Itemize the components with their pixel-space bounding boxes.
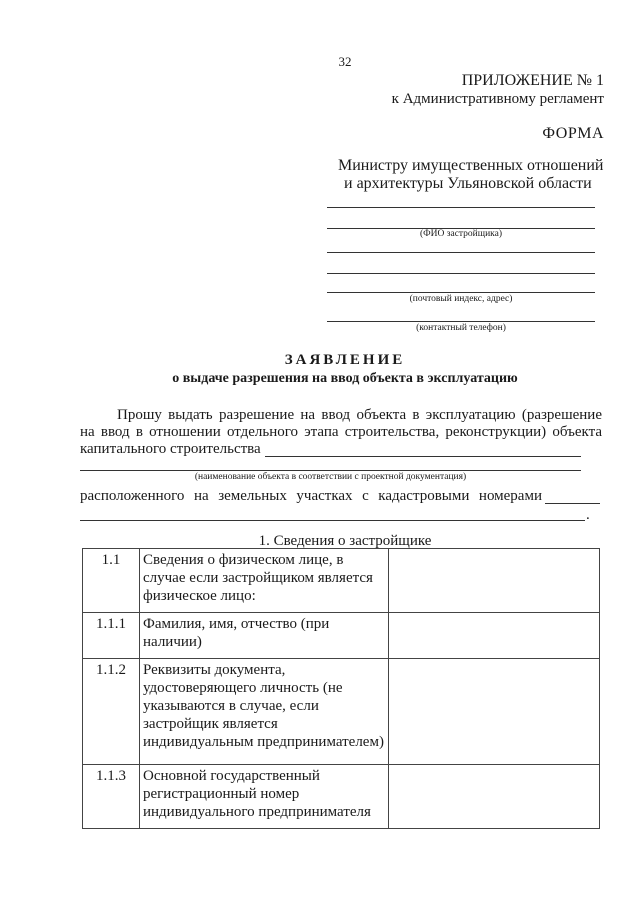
cadastral-field[interactable] <box>545 503 600 504</box>
row-value-cell[interactable] <box>389 549 600 613</box>
address-line[interactable] <box>327 273 595 274</box>
row-label: Фамилия, имя, отчество (при наличии) <box>140 613 389 659</box>
form-label: ФОРМА <box>542 125 604 142</box>
body-line-1: Прошу выдать разрешение на ввод объекта в эксплуатацию (разрешение <box>117 407 602 423</box>
regulation-label: к Административному регламент <box>391 91 604 107</box>
table-row <box>83 765 600 829</box>
table-row <box>83 549 600 613</box>
address-caption: (почтовый индекс, адрес) <box>409 294 513 304</box>
table-row <box>83 613 600 659</box>
row-number: 1.1.2 <box>83 659 140 765</box>
addressee-line-1: Министру имущественных отношений <box>338 157 604 174</box>
fio-caption: (ФИО застройщика) <box>419 229 503 239</box>
document-title: ЗАЯВЛЕНИЕ <box>284 352 406 368</box>
addressee-block <box>338 157 603 193</box>
row-value-cell[interactable] <box>389 765 600 829</box>
object-name-field[interactable] <box>80 470 581 471</box>
table-row <box>83 659 600 765</box>
address-line[interactable] <box>327 252 595 253</box>
applicant-line[interactable] <box>327 207 595 208</box>
row-value-cell[interactable] <box>389 613 600 659</box>
phone-caption: (контактный телефон) <box>416 323 506 333</box>
object-name-caption: (наименование объекта в соответствии с проектной документация) <box>194 472 467 482</box>
body-line-3: капитального строительства <box>80 441 261 457</box>
phone-line[interactable] <box>327 321 595 322</box>
row-number: 1.1 <box>83 549 140 613</box>
section-title: 1. Сведения о застройщике <box>258 533 432 549</box>
document-subtitle: о выдаче разрешения на ввод объекта в эксплуатацию <box>172 371 518 386</box>
body-line-2: на ввод в отношении отдельного этапа строительства, реконструкции) объекта <box>80 424 602 440</box>
row-number: 1.1.1 <box>83 613 140 659</box>
row-label: Реквизиты документа, удостоверяющего личность (не указываются в случае, если застройщик является индивидуальным предпринимателем) <box>140 659 389 765</box>
row-number: 1.1.3 <box>83 765 140 829</box>
addressee-line-2: и архитектуры Ульяновской области <box>344 175 592 192</box>
row-label: Основной государственный регистрационный номер индивидуального предпринимателя <box>140 765 389 829</box>
body-line-4: расположенного на земельных участках с кадастровыми номерами <box>80 488 542 504</box>
row-label: Сведения о физическом лице, в случае если застройщиком является физическое лицо: <box>140 549 389 613</box>
cadastral-field[interactable] <box>80 520 585 521</box>
row-value-cell[interactable] <box>389 659 600 765</box>
page-number: 32 <box>338 54 352 69</box>
developer-info-table <box>82 548 600 829</box>
object-name-field[interactable] <box>265 456 581 457</box>
cadastral-period: . <box>586 507 590 523</box>
address-line[interactable] <box>327 292 595 293</box>
appendix-label: ПРИЛОЖЕНИЕ № 1 <box>461 72 604 89</box>
